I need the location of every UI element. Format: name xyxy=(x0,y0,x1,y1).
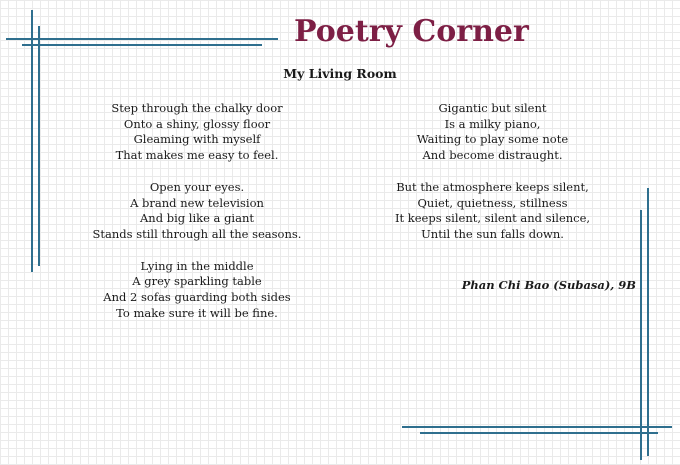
poem-line: But the atmosphere keeps silent, xyxy=(396,179,589,194)
decorative-line xyxy=(31,10,33,272)
poem-line: Stands still through all the seasons. xyxy=(92,226,302,241)
decorative-line xyxy=(22,44,262,46)
decorative-line xyxy=(420,432,658,434)
poem-line: And become distraught. xyxy=(422,148,563,163)
decorative-line xyxy=(402,426,672,428)
stanza xyxy=(390,101,595,164)
poem-line: It keeps silent, silent and silence, xyxy=(394,211,591,226)
poem-line: Lying in the middle xyxy=(140,258,254,273)
poem-line: Onto a shiny, glossy floor xyxy=(123,116,271,131)
decorative-line xyxy=(6,38,278,40)
poem-line: And 2 sofas guarding both sides xyxy=(103,290,291,305)
poem-line: Gigantic but silent xyxy=(438,101,547,115)
poem-column-right xyxy=(390,101,595,259)
poem-line: Gleaming with myself xyxy=(133,132,261,147)
page-title: Poetry Corner xyxy=(294,14,529,49)
poem-line: And big like a giant xyxy=(139,211,254,226)
poem-line: Step through the chalky door xyxy=(111,101,283,115)
poem-line: A grey sparkling table xyxy=(132,274,262,289)
poem-line: Until the sun falls down. xyxy=(421,226,564,241)
decorative-line xyxy=(640,210,642,460)
poem-line: Is a milky piano, xyxy=(444,116,541,131)
poem-line: To make sure it will be fine. xyxy=(116,305,278,320)
poem-line: Waiting to play some note xyxy=(416,132,569,147)
poem-line: Open your eyes. xyxy=(149,179,245,194)
stanza xyxy=(92,101,302,164)
stanza xyxy=(92,259,302,322)
poem-line: A brand new television xyxy=(130,195,264,210)
poem-column-left xyxy=(92,101,302,337)
poem-line: That makes me easy to feel. xyxy=(115,148,279,163)
poem-title: My Living Room xyxy=(283,66,397,81)
poem-author: Phan Chi Bao (Subasa), 9B xyxy=(461,278,636,292)
poem-line: Quiet, quietness, stillness xyxy=(417,195,568,210)
decorative-line xyxy=(38,26,40,266)
stanza xyxy=(390,180,595,243)
decorative-line xyxy=(647,188,649,456)
stanza xyxy=(92,180,302,243)
